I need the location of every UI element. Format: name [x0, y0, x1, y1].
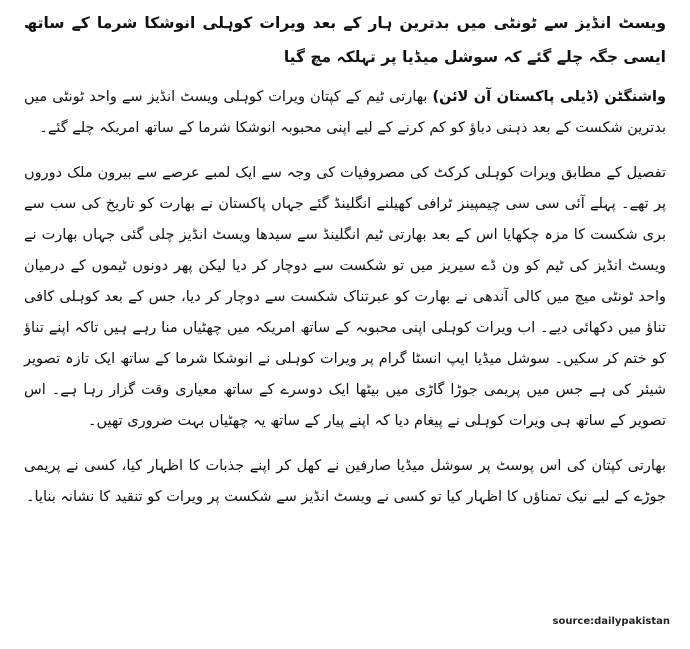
article-paragraph-2	[24, 158, 666, 437]
article-body	[24, 6, 666, 527]
dateline: واشنگٹن (ڈیلی پاکستان آن لائن)	[432, 89, 666, 105]
source-credit: source:dailypakistan	[552, 616, 670, 627]
article-headline: ویسٹ انڈیز سے ٹونٹی میں بدترین ہار کے بعد ویرات کوہلی انوشکا شرما کے ساتھ ایسی جگہ چلے گئے کہ سوشل میڈیا پر تہلکہ مچ گیا	[24, 14, 666, 66]
article-paragraph-1	[24, 82, 666, 144]
article-paragraph-3	[24, 451, 666, 513]
paragraph-text: بھارتی ٹیم کے کپتان ویرات کوہلی ویسٹ انڈیز سے واحد ٹونٹی میں بدترین شکست کے بعد ذہنی دباؤ کو کم کرنے کے لیے اپنی محبوبہ انوشکا شرما کے ساتھ امریکہ چلے گئے۔	[24, 89, 666, 136]
paragraph-text: بھارتی کپتان کی اس پوسٹ پر سوشل میڈیا صارفین نے کھل کر اپنے جذبات کا اظہار کیا، کسی نے پریمی جوڑے کے لیے نیک تمناؤں کا اظہار کیا تو کسی نے ویسٹ انڈیز سے شکست پر ویرات کو تنقید کا نشانہ بنایا۔	[24, 458, 666, 505]
paragraph-text: تفصیل کے مطابق ویرات کوہلی کرکٹ کی مصروفیات کی وجہ سے ایک لمبے عرصے سے بیرون ملک دوروں پر تھے۔ پہلے آئی سی سی چیمپینز ٹرافی کھیلنے انگلینڈ گئے جہاں پاکستان نے بھارت کو تاریخ کی سب سے بری شکست کا مزہ چکھایا اس کے بعد بھارتی ٹیم انگلینڈ سے سیدھا ویسٹ انڈیز چلی گئی جہاں بھارت نے ویسٹ انڈیز کی ٹیم کو ون ڈے سیریز میں تو شکست سے دوچار کر دیا لیکن پھر دونوں ٹیموں کے درمیان واحد ٹونٹی میچ میں کالی آندھی نے بھارت کو عبرتناک شکست سے دوچار کر دیا، جس کے بعد کوہلی کافی تناؤ میں دکھائی دیے۔ اب ویرات کوہلی اپنی محبوبہ کے ساتھ امریکہ میں چھٹیاں منا رہے ہیں تاکہ اپنے تناؤ کو ختم کر سکیں۔ سوشل میڈیا ایپ انسٹا گرام پر ویرات کوہلی نے انوشکا شرما کے ساتھ ایک تازہ تصویر شیئر کی ہے جس میں پریمی جوڑا گاڑی میں بیٹھا ایک دوسرے کے ساتھ معیاری وقت گزار رہا ہے۔ اس تصویر کے ساتھ ہی ویرات کوہلی نے پیغام دیا کہ اپنے پیار کے ساتھ یہ چھٹیاں بہت ضروری تھیں۔	[24, 165, 666, 429]
